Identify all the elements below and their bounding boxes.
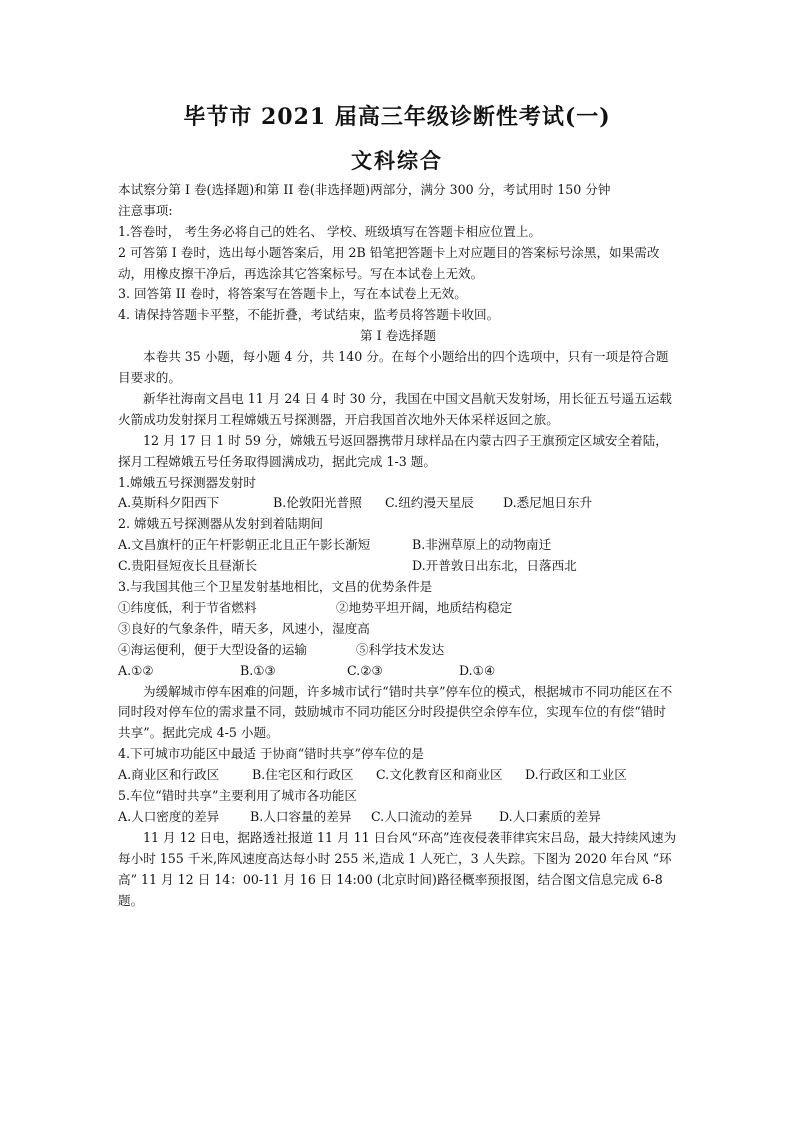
q3-statement-3: ③良好的气象条件，晴天多，风速小，湿度高 xyxy=(118,620,370,636)
q1-option-c: C.纽约漫天星辰 xyxy=(385,495,474,511)
notes-heading: 注意事项: xyxy=(118,202,173,218)
passage-typhoon: 11 月 12 日电，据路透社报道 11 月 11 日台风“环高”连夜侵袭菲律宾宋吕岛，最大持续风速为每小时 155 千米,阵风速度高达每小时 255 米,造成 1 人死亡，3 人失踪。下图为 2020 年台风 “环高” 11 月 12 日 14：00-11 月 16 日 14:00 (北京时间)路径概率预报图，结合图文信息完成 6-8 题。 xyxy=(118,829,677,908)
q4-option-a: A.商业区和行政区 xyxy=(118,767,220,783)
q3-statement-2: ②地势平坦开阔，地质结构稳定 xyxy=(336,599,513,615)
q2-option-a: A.文昌旗杆的正午杆影朝正北且正午影长渐短 xyxy=(118,537,371,553)
q3-option-d: D.①④ xyxy=(459,662,496,678)
q3-option-c: C.②③ xyxy=(347,662,383,678)
q3-option-b: B.①③ xyxy=(240,662,276,678)
q2-option-b: B.非洲草原上的动物南迁 xyxy=(412,537,552,553)
q5-option-a: A.人口密度的差异 xyxy=(118,808,220,824)
q1-option-b: B.伦敦阳光普照 xyxy=(273,495,362,511)
passage-launch: 新华社海南文昌电 11 月 24 日 4 时 30 分，我国在中国文昌航天发射场，用长征五号遥五运载火箭成功发射探月工程嫦娥五号探测器，开启我国首次地外天体采样返回之旅。 xyxy=(118,390,672,427)
exam-subject: 文科综合 xyxy=(351,148,443,173)
note-4: 4. 请保持答题卡平整，不能折叠，考试结束，监考员将答题卡收回。 xyxy=(118,307,500,323)
question-4-options xyxy=(118,765,678,786)
exam-body xyxy=(118,180,678,911)
q3-statement-4: ④海运便利，便于大型设备的运输 xyxy=(118,641,307,657)
section-heading: 第 I 卷选择题 xyxy=(360,328,436,344)
q5-option-d: D.人口素质的差异 xyxy=(499,808,601,824)
question-2-options-row2 xyxy=(118,556,678,577)
question-3-statements-row1 xyxy=(118,598,678,619)
q5-option-b: B.人口容量的差异 xyxy=(250,808,352,824)
q5-option-c: C.人口流动的差异 xyxy=(371,808,473,824)
question-2-options-row1 xyxy=(118,535,678,556)
note-2: 2 可答第 I 卷时，选出每小题答案后，用 2B 铅笔把答题卡上对应题目的答案标号涂黑，如果需改动，用橡皮擦干净后，再选涂其它答案标号。写在本试卷上无效。 xyxy=(118,244,660,281)
section-instructions: 本卷共 35 小题，每小题 4 分，共 140 分。在每个小题给出的四个选项中，只有一项是符合题目要求的。 xyxy=(118,349,669,386)
question-3-statements-row3 xyxy=(118,640,678,661)
question-1-options xyxy=(118,493,678,514)
note-3: 3. 回答第 II 卷时，将答案写在答题卡上，写在本试卷上无效。 xyxy=(118,286,467,302)
note-1: 1.答卷时， 考生务必将自己的姓名、 学校、班级填写在答题卡相应位置上。 xyxy=(118,223,542,239)
q2-option-d: D.开普敦日出东北，日落西北 xyxy=(412,558,577,574)
q4-option-b: B.住宅区和行政区 xyxy=(252,767,354,783)
q4-option-c: C.文化教育区和商业区 xyxy=(376,767,503,783)
q1-option-a: A.莫斯科夕阳西下 xyxy=(118,495,220,511)
question-5-stem: 5.车位“错时共享”主要利用了城市各功能区 xyxy=(118,788,357,803)
exam-title: 毕节市 2021 届高三年级诊断性考试(一) xyxy=(183,104,611,130)
passage-landing: 12 月 17 日 1 时 59 分，嫦娥五号返回器携带月球样品在内蒙古四子王旗预定区域安全着陆，探月工程嫦娥五号任务取得圆满成功，据此完成 1-3 题。 xyxy=(118,432,668,469)
q1-option-d: D.悉尼旭日东升 xyxy=(503,495,593,511)
q2-option-c: C.贵阳昼短夜长且昼渐长 xyxy=(118,558,258,574)
q3-statement-1: ①纬度低，利于节省燃料 xyxy=(118,599,257,615)
question-3-options xyxy=(118,661,678,682)
passage-parking: 为缓解城市停车困难的问题，许多城市试行“错时共享”停车位的模式，根据城市不同功能区在不同时段对停车位的需求量不同，鼓励城市不同功能区分时段提供空余停车位，实现车位的有偿“错时共享”。据此完成 4-5 小题。 xyxy=(118,683,673,741)
q4-option-d: D.行政区和工业区 xyxy=(525,767,627,783)
question-3-stem: 3.与我国其他三个卫星发射基地相比，文昌的优势条件是 xyxy=(118,579,433,595)
q3-option-a: A.①② xyxy=(118,662,154,678)
question-1-stem: 1.嫦娥五号探测器发射时 xyxy=(118,474,256,490)
question-5-options xyxy=(118,807,678,828)
question-4-stem: 4.下可城市功能区中最适 于协商“错时共享”停车位的是 xyxy=(118,746,424,762)
q3-statement-5: ⑤科学技术发达 xyxy=(356,641,445,657)
intro-line: 本试察分第 I 卷(选择题)和第 II 卷(非选择题)两部分，满分 300 分，考试用时 150 分钟 xyxy=(118,182,611,197)
question-2-stem: 2. 嫦娥五号探测器从发射到着陆期间 xyxy=(118,516,323,532)
